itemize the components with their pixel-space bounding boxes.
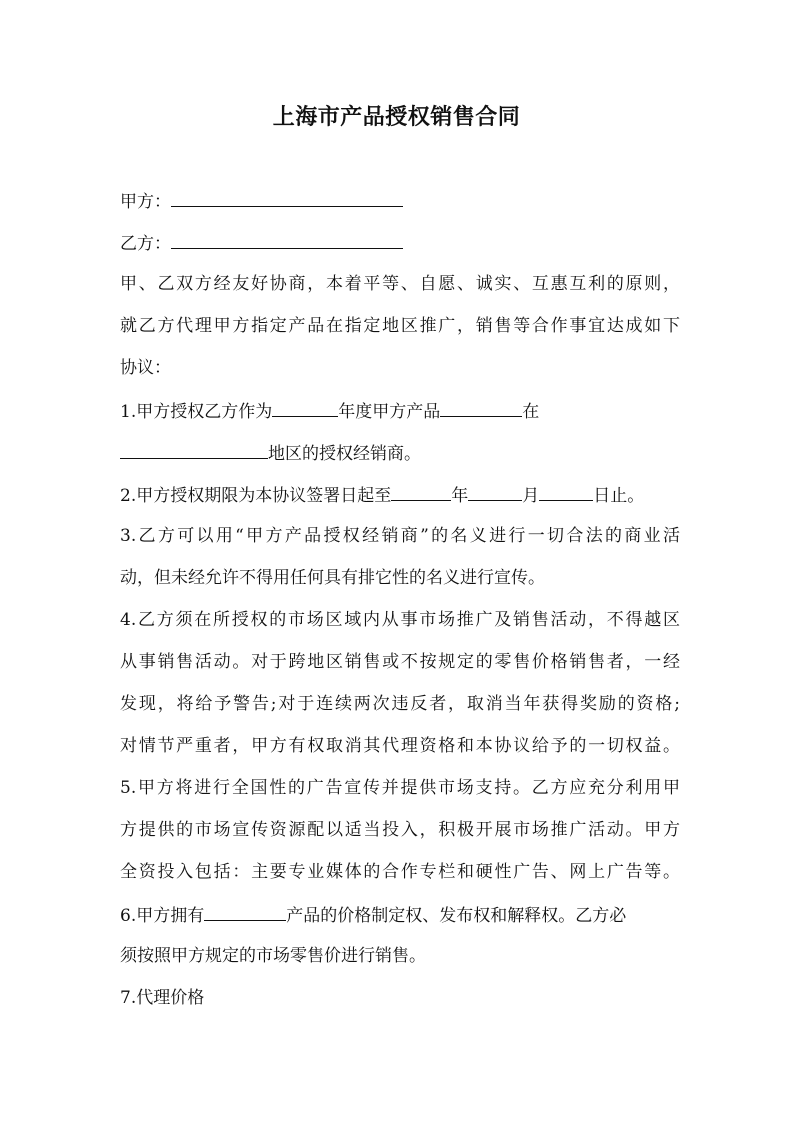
clause-4-line: 4.乙方须在所授权的市场区域内从事市场推广及销售活动，不得越区: [120, 610, 680, 630]
document-title: 上海市产品授权销售合同: [272, 104, 521, 130]
clause-6-line: [120, 902, 680, 928]
clause-1-line: [120, 440, 680, 466]
clause-5-line: 5.甲方将进行全国性的广告宣传并提供市场支持。乙方应充分利用甲: [120, 778, 680, 798]
clause-2-text: 月: [522, 486, 540, 506]
intro-line: 协议：: [120, 358, 171, 378]
intro-line: 甲、乙双方经友好协商，本着平等、自愿、诚实、互惠互利的原则，: [120, 274, 680, 294]
product-blank: [440, 398, 522, 417]
clause-4-line: 发现，将给予警告;对于连续两次违反者，取消当年获得奖励的资格;: [120, 694, 680, 714]
year-blank: [272, 398, 338, 417]
clause-1-text: 在: [522, 402, 540, 422]
clause-6-text: 6.甲方拥有: [120, 906, 205, 926]
party-a-label: 甲方：: [120, 192, 171, 212]
clause-1-text: 年度甲方产品: [338, 402, 441, 422]
party-b-label: 乙方：: [120, 234, 171, 254]
brand-blank: [204, 902, 286, 921]
clause-7-heading: 7.代理价格: [120, 988, 205, 1008]
clause-2-text: 2.甲方授权期限为本协议签署日起至: [120, 486, 392, 506]
party-b-line: [120, 230, 680, 256]
clause-6-text: 产品的价格制定权、发布权和解释权。乙方必: [286, 906, 627, 926]
region-blank: [120, 440, 268, 459]
clause-5-line: 全资投入包括：主要专业媒体的合作专栏和硬性广告、网上广告等。: [120, 862, 680, 882]
intro-line: 就乙方代理甲方指定产品在指定地区推广，销售等合作事宜达成如下: [120, 316, 680, 336]
clause-2-line: [120, 482, 680, 508]
clause-2-text: 日止。: [593, 486, 645, 506]
clause-3-line: 动，但未经允许不得用任何具有排它性的名义进行宣传。: [120, 568, 545, 588]
party-a-blank: [171, 188, 403, 207]
end-year-blank: [391, 482, 451, 501]
clause-1-text: 1.甲方授权乙方作为: [120, 402, 273, 422]
clause-2-text: 年: [451, 486, 469, 506]
clause-4-line: 对情节严重者，甲方有权取消其代理资格和本协议给予的一切权益。: [120, 736, 680, 756]
clause-1-line: [120, 398, 680, 424]
party-b-blank: [171, 230, 403, 249]
clause-6-line: 须按照甲方规定的市场零售价进行销售。: [120, 946, 426, 966]
clause-5-line: 方提供的市场宣传资源配以适当投入，积极开展市场推广活动。甲方: [120, 820, 680, 840]
end-day-blank: [539, 482, 593, 501]
party-a-line: [120, 188, 680, 214]
clause-4-line: 从事销售活动。对于跨地区销售或不按规定的零售价格销售者，一经: [120, 652, 680, 672]
clause-1-text: 地区的授权经销商。: [268, 444, 421, 464]
end-month-blank: [468, 482, 522, 501]
clause-3-line: 3.乙方可以用“甲方产品授权经销商”的名义进行一切合法的商业活: [120, 526, 680, 546]
